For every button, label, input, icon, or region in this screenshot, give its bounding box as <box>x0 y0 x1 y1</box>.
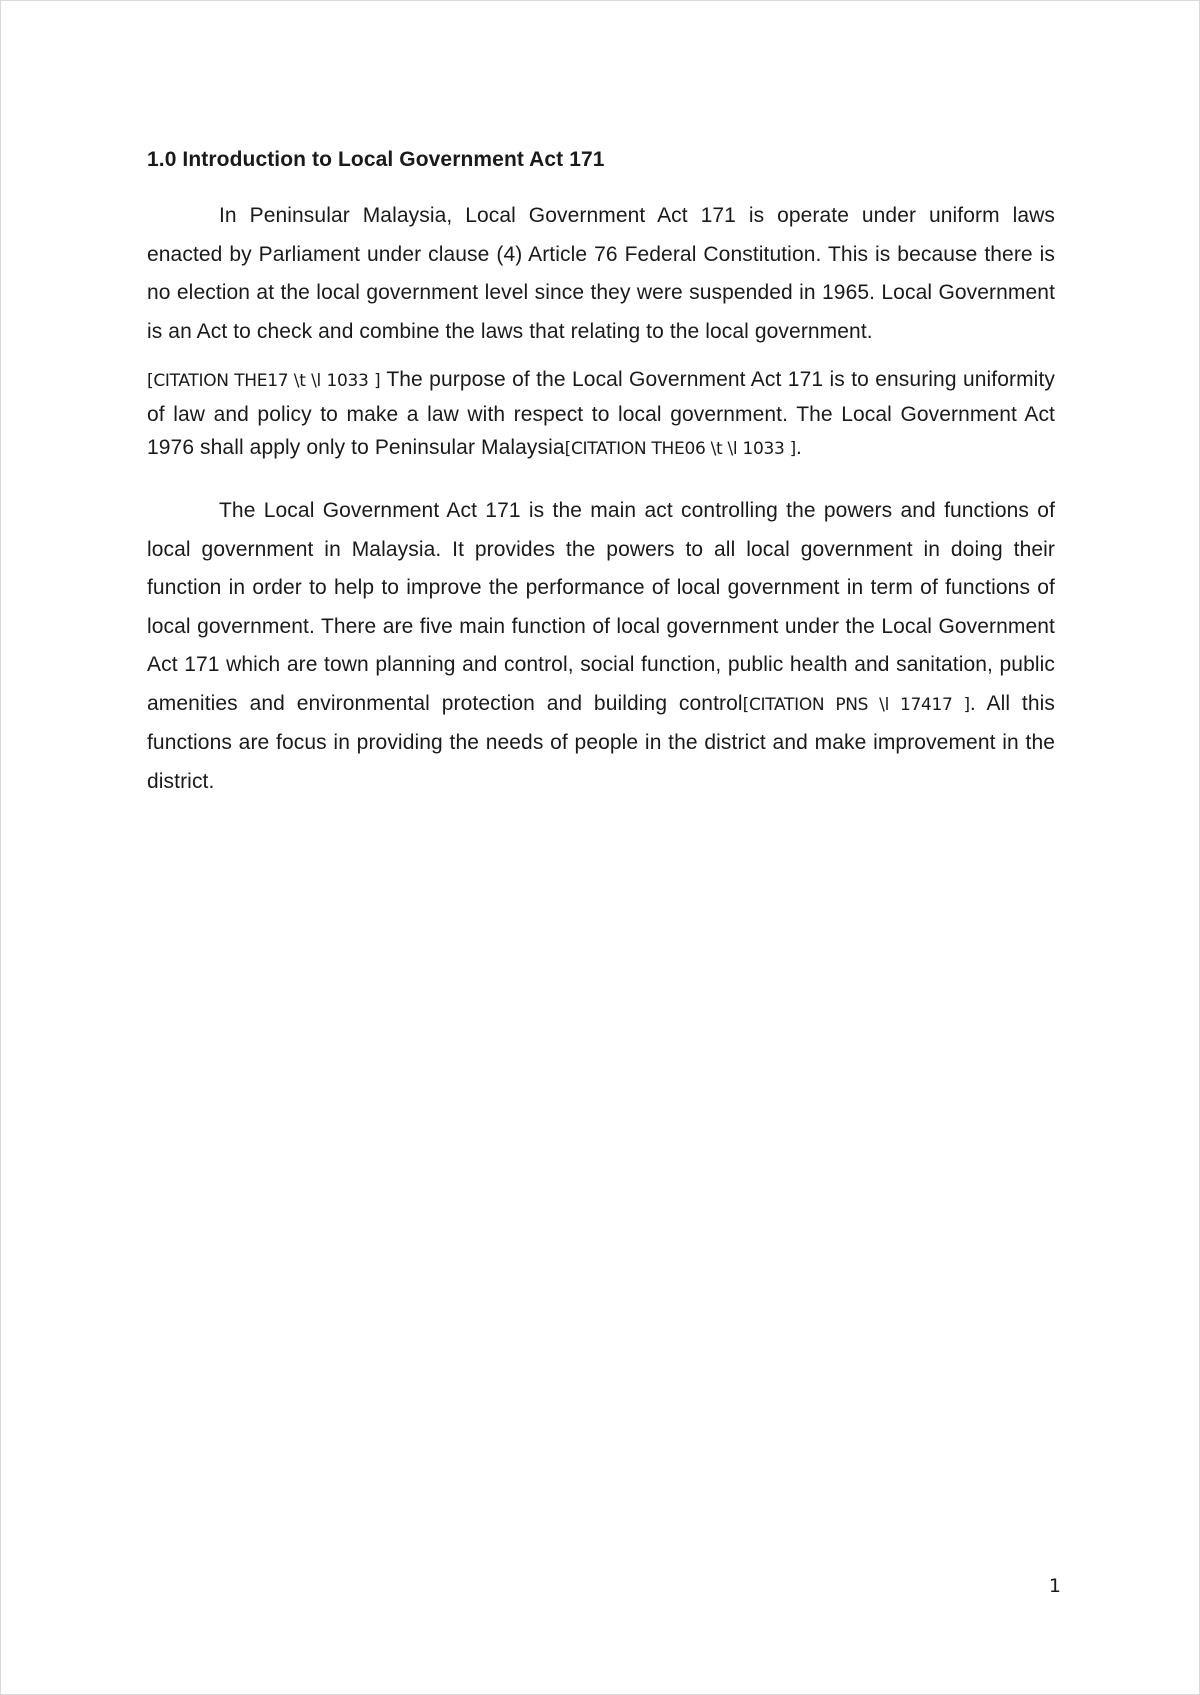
citation-field: [CITATION PNS \l 17417 ] <box>742 694 970 715</box>
paragraph-1-continuation <box>147 363 1055 466</box>
section-heading: 1.0 Introduction to Local Government Act 171 <box>147 148 605 171</box>
paragraph-2-text: The Local Government Act 171 is the main act controlling the powers and functions of local government in Malaysia. It provides the powers to all local government in doing their function in order to help to improve the performance of local government in term of functions of local government. There are five main function of local government under the Local Government Act 171 which are town planning and control, social function, public health and sanitation, public amenities and environmental protection and building control <box>147 499 1055 715</box>
page-number: 1 <box>1048 1575 1061 1597</box>
paragraph-2 <box>147 492 1055 801</box>
paragraph-1-text-2: The purpose of the Local Government Act 171 is to ensuring uniformity of law and policy to make a law with respect to local government. The Local Government Act 1976 shall apply only to Peninsular Malaysia <box>147 368 1055 459</box>
paragraph-1 <box>147 197 1055 351</box>
citation-field: [CITATION THE17 \t \l 1033 ] <box>147 371 381 391</box>
paragraph-2-text-2: . All this functions are focus in providing the needs of people in the district and make improvement in the district. <box>147 691 1055 793</box>
citation-field: [CITATION THE06 \t \l 1033 ] <box>564 439 796 459</box>
paragraph-1-text: In Peninsular Malaysia, Local Government Act 171 is operate under uniform laws enacted by Parliament under clause (4) Article 76 Federal Constitution. This is because there is no election at the local government level since they were suspended in 1965. Local Government is an Act to check and combine the laws that relating to the local government. <box>147 204 1055 343</box>
paragraph-1-end: . <box>795 436 802 459</box>
document-body <box>147 143 1055 801</box>
